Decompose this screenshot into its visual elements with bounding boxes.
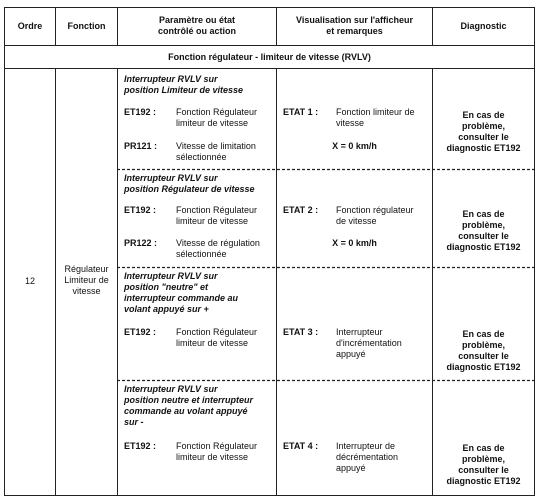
- block4-etat-desc-line3: appuyé: [336, 463, 366, 473]
- row-fonction: [56, 264, 117, 297]
- block1-param1-desc-line1: Fonction Régulateur: [176, 107, 258, 117]
- block3-diagnostic-line4: diagnostic ET192: [446, 362, 521, 372]
- block3-param1-desc-line2: limiteur de vitesse: [176, 338, 249, 348]
- block4-title-line3: commande au volant appuyé: [124, 406, 248, 416]
- block1-title: [124, 74, 243, 96]
- row-fonction-line1: Régulateur: [64, 264, 109, 274]
- block3-param1-desc: [176, 327, 257, 349]
- block2-diagnostic-line2: problème,: [461, 220, 505, 230]
- block4-etat-desc-line2: décrémentation: [336, 452, 399, 462]
- section-title: Fonction régulateur - limiteur de vitesse (RVLV): [168, 52, 371, 62]
- block4-diagnostic: [433, 443, 534, 487]
- block2-etat-label: ETAT 2 :: [283, 205, 319, 215]
- block4-etat-desc-line1: Interrupteur de: [336, 441, 396, 451]
- block2-etat-desc-line1: Fonction régulateur: [336, 205, 414, 215]
- block1-param2-desc-line1: Vitesse de limitation: [176, 141, 256, 151]
- block4-param1-desc: [176, 441, 257, 463]
- block1-diagnostic: [433, 110, 534, 154]
- block3-etat-desc-line3: appuyé: [336, 349, 366, 359]
- block2-etat-desc-line2: de vitesse: [336, 216, 377, 226]
- block3-etat-label: ETAT 3 :: [283, 327, 319, 337]
- block3-diagnostic-line3: consulter le: [458, 351, 509, 361]
- block3-title-line4: volant appuyé sur +: [124, 304, 209, 314]
- block2-param2-code: PR122 :: [124, 238, 158, 248]
- row-ordre: 12: [24, 276, 35, 286]
- header-fonction: Fonction: [67, 21, 106, 31]
- block1-param1-desc: [176, 107, 257, 129]
- block1-param1-desc-line2: limiteur de vitesse: [176, 118, 249, 128]
- block2-diagnostic: [433, 209, 534, 253]
- block4-diagnostic-line2: problème,: [461, 454, 505, 464]
- block1-etat-desc-line1: Fonction limiteur de: [336, 107, 415, 117]
- block2-diagnostic-line4: diagnostic ET192: [446, 242, 521, 252]
- block2-diagnostic-line3: consulter le: [458, 231, 509, 241]
- block2-title: [124, 173, 255, 195]
- block2-speed: X = 0 km/h: [332, 238, 377, 248]
- row-fonction-line3: vitesse: [72, 286, 101, 296]
- block1-param2-desc: [176, 141, 256, 163]
- block3-title: [124, 271, 238, 315]
- block1-speed: X = 0 km/h: [332, 141, 377, 151]
- block4-title: [124, 384, 253, 428]
- block3-etat-desc-line1: Interrupteur: [336, 327, 383, 337]
- block2-diagnostic-line1: En cas de: [462, 209, 505, 219]
- block4-param1-desc-line1: Fonction Régulateur: [176, 441, 258, 451]
- block4-etat-label: ETAT 4 :: [283, 441, 319, 451]
- block1-diagnostic-line1: En cas de: [462, 110, 505, 120]
- block3-param1-code: ET192 :: [124, 327, 157, 337]
- block1-etat-desc: [336, 107, 415, 129]
- block3-title-line3: interrupteur commande au: [124, 293, 239, 303]
- block1-etat-label: ETAT 1 :: [283, 107, 319, 117]
- block4-title-line1: Interrupteur RVLV sur: [124, 384, 218, 394]
- block1-title-line1: Interrupteur RVLV sur: [124, 74, 218, 84]
- block3-etat-desc: [336, 327, 402, 360]
- block1-etat-desc-line2: vitesse: [336, 118, 365, 128]
- header-parametre-line2: contrôlé ou action: [157, 26, 236, 36]
- block4-diagnostic-line4: diagnostic ET192: [446, 476, 521, 486]
- block2-param1-desc-line2: limiteur de vitesse: [176, 216, 249, 226]
- block2-param1-code: ET192 :: [124, 205, 157, 215]
- block1-param2-code: PR121 :: [124, 141, 158, 151]
- block4-diagnostic-line3: consulter le: [458, 465, 509, 475]
- block2-param1-desc: [176, 205, 257, 227]
- block3-title-line1: Interrupteur RVLV sur: [124, 271, 218, 281]
- header-parametre: [118, 15, 276, 37]
- block4-title-line4: sur -: [124, 417, 144, 427]
- block3-param1-desc-line1: Fonction Régulateur: [176, 327, 258, 337]
- block1-diagnostic-line4: diagnostic ET192: [446, 143, 521, 153]
- block3-diagnostic-line1: En cas de: [462, 329, 505, 339]
- block4-title-line2: position neutre et interrupteur: [124, 395, 254, 405]
- block3-diagnostic: [433, 329, 534, 373]
- block1-diagnostic-line2: problème,: [461, 121, 505, 131]
- block2-title-line2: position Régulateur de vitesse: [124, 184, 255, 194]
- block4-diagnostic-line1: En cas de: [462, 443, 505, 453]
- block1-param1-code: ET192 :: [124, 107, 157, 117]
- header-visualisation-line2: et remarques: [326, 26, 383, 36]
- header-parametre-line1: Paramètre ou état: [158, 15, 236, 25]
- block2-title-line1: Interrupteur RVLV sur: [124, 173, 218, 183]
- header-visualisation: [277, 15, 432, 37]
- block2-param2-desc-line2: sélectionnée: [176, 249, 227, 259]
- block4-param1-desc-line2: limiteur de vitesse: [176, 452, 249, 462]
- block2-etat-desc: [336, 205, 414, 227]
- block2-param2-desc-line1: Vitesse de régulation: [176, 238, 260, 248]
- block2-param2-desc: [176, 238, 260, 260]
- block4-etat-desc: [336, 441, 398, 474]
- header-diagnostic: Diagnostic: [460, 21, 507, 31]
- block4-param1-code: ET192 :: [124, 441, 157, 451]
- header-ordre: Ordre: [17, 21, 43, 31]
- block2-param1-desc-line1: Fonction Régulateur: [176, 205, 258, 215]
- block1-param2-desc-line2: sélectionnée: [176, 152, 227, 162]
- block3-title-line2: position "neutre" et: [124, 282, 209, 292]
- header-visualisation-line1: Visualisation sur l'afficheur: [295, 15, 413, 25]
- block3-diagnostic-line2: problème,: [461, 340, 505, 350]
- row-fonction-line2: Limiteur de: [64, 275, 109, 285]
- block1-diagnostic-line3: consulter le: [458, 132, 509, 142]
- block3-etat-desc-line2: d'incrémentation: [336, 338, 402, 348]
- block1-title-line2: position Limiteur de vitesse: [124, 85, 244, 95]
